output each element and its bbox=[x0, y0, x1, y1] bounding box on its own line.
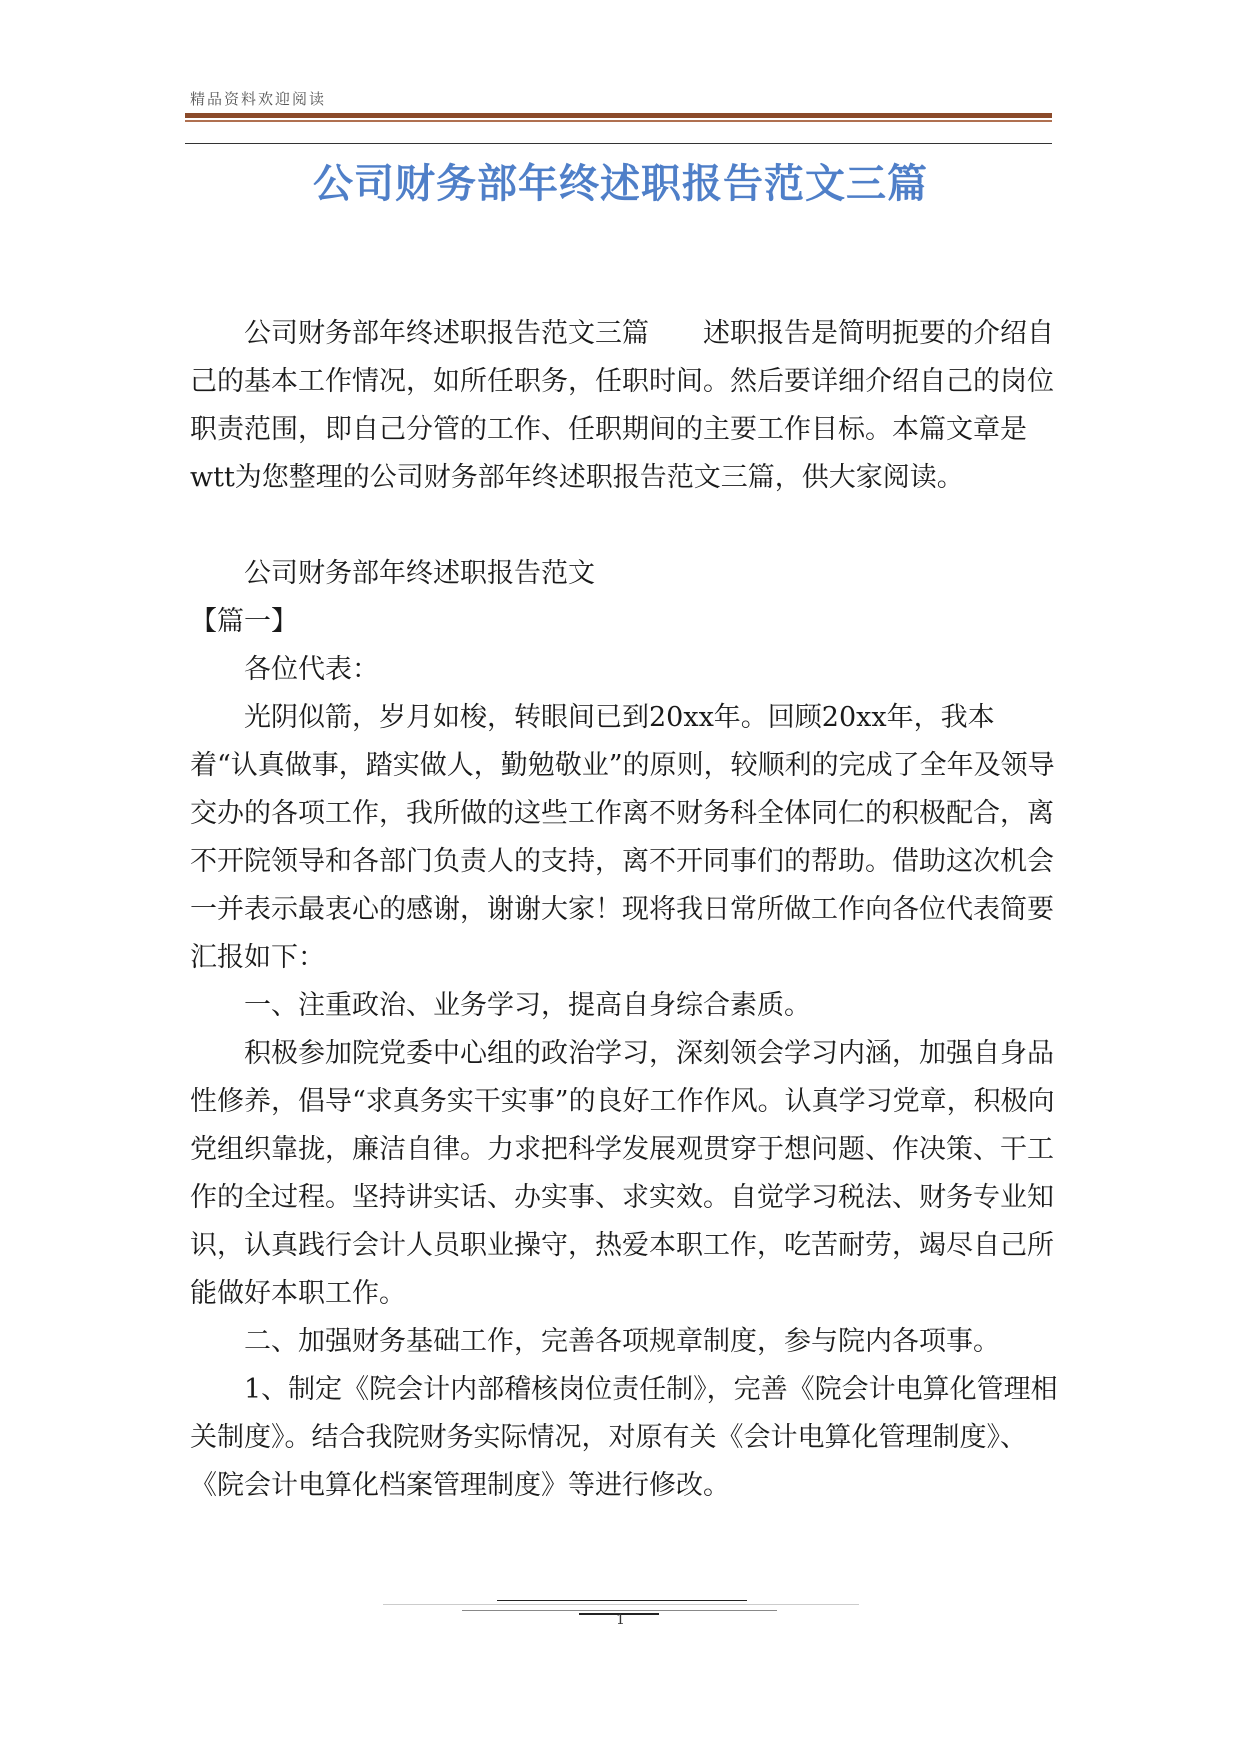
header-rule-bottom bbox=[185, 143, 1052, 144]
page-number: 1 bbox=[616, 1612, 625, 1628]
body-paragraph: 1、制定《院会计内部稽核岗位责任制》，完善《院会计电算化管理相关制度》。结合我院财务实际情况，对原有关《会计电算化管理制度》、《院会计电算化档案管理制度》等进行修改。 bbox=[190, 1374, 1058, 1501]
header-text: 精品资料欢迎阅读 bbox=[190, 90, 327, 108]
intro-paragraph: 公司财务部年终述职报告范文三篇 述职报告是简明扼要的介绍自己的基本工作情况，如所任职务，任职时间。然后要详细介绍自己的岗位职责范围，即自己分管的工作、任职期间的主要工作目标。本篇文章是wtt为您整理的公司财务部年终述职报告范文三篇，供大家阅读。 bbox=[190, 318, 1054, 493]
header-rule-thick bbox=[185, 113, 1052, 118]
salutation: 各位代表： bbox=[244, 654, 379, 685]
document-title: 公司财务部年终述职报告范文三篇 bbox=[313, 161, 928, 207]
document-body bbox=[190, 310, 1062, 1510]
subheading-2: 二、加强财务基础工作，完善各项规章制度，参与院内各项事。 bbox=[244, 1326, 1000, 1357]
header-rule-thin bbox=[185, 120, 1052, 122]
subheading-1: 一、注重政治、业务学习，提高自身综合素质。 bbox=[244, 990, 811, 1021]
part-label: 【篇一】 bbox=[190, 606, 298, 637]
section-heading: 公司财务部年终述职报告范文 bbox=[244, 558, 595, 589]
spacer bbox=[190, 502, 1062, 550]
body-paragraph: 光阴似箭，岁月如梭，转眼间已到20xx年。回顾20xx年，我本着“认真做事，踏实做人，勤勉敬业”的原则，较顺利的完成了全年及领导交办的各项工作，我所做的这些工作离不财务科全体同仁的积极配合，离不开院领导和各部门负责人的支持，离不开同事们的帮助。借助这次机会一并表示最衷心的感谢，谢谢大家！现将我日常所做工作向各位代表简要汇报如下： bbox=[190, 702, 1055, 973]
body-paragraph: 积极参加院党委中心组的政治学习，深刻领会学习内涵，加强自身品性修养，倡导“求真务实干实事”的良好工作作风。认真学习党章，积极向党组织靠拢，廉洁自律。力求把科学发展观贯穿于想问题、作决策、干工作的全过程。坚持讲实话、办实事、求实效。自觉学习税法、财务专业知识，认真践行会计人员职业操守，热爱本职工作，吃苦耐劳，竭尽自己所能做好本职工作。 bbox=[190, 1038, 1055, 1309]
